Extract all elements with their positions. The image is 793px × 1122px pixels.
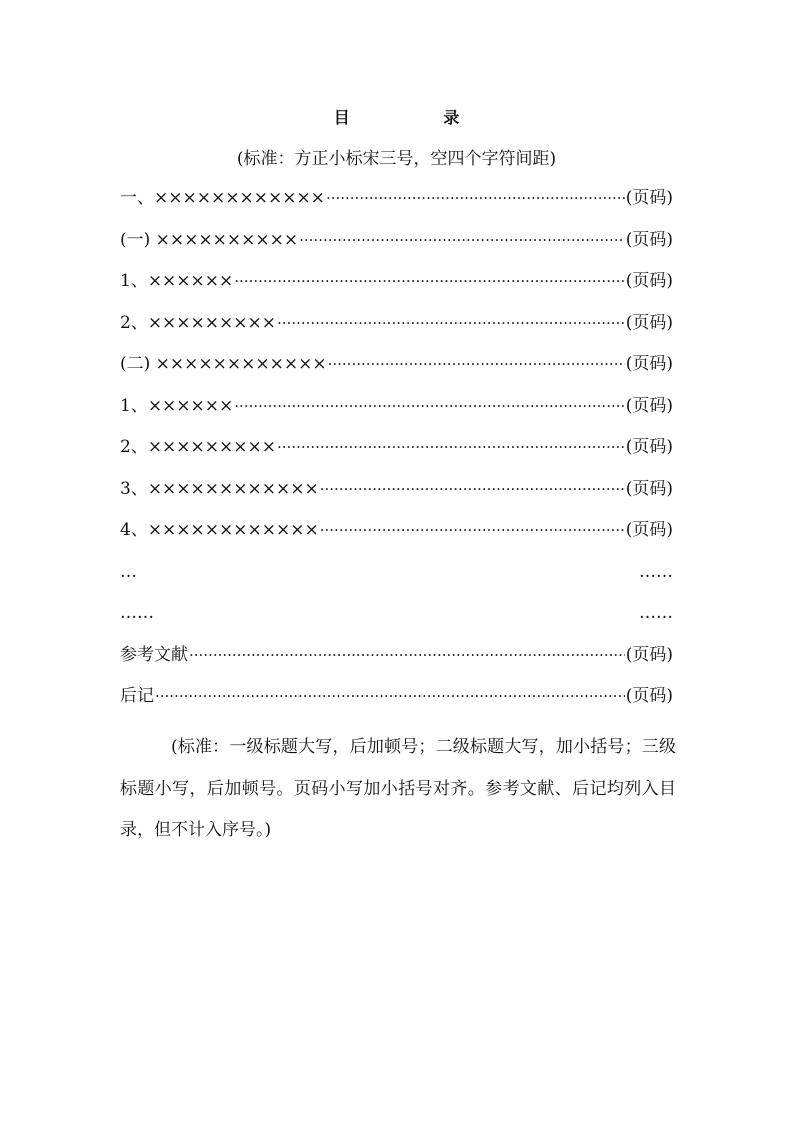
- toc-leader-dots: [189, 641, 625, 669]
- toc-entry-level1: [120, 184, 673, 226]
- toc-leader-dots: [155, 682, 625, 710]
- toc-entry-page: (页码): [625, 271, 673, 291]
- toc-entry-level2: [120, 226, 673, 268]
- toc-entry-label: 参考文献: [120, 644, 188, 665]
- toc-entry-level3: [120, 267, 673, 309]
- toc-entry-label: 后记: [120, 686, 154, 706]
- toc-entry-page: (页码): [625, 478, 673, 499]
- toc-entry-label: 3、××××××××××××: [120, 478, 319, 499]
- toc-ellipsis-row: [120, 599, 673, 641]
- toc-entry-page: (页码): [625, 354, 673, 374]
- toc-leader-dots: [328, 350, 625, 378]
- toc-leader-dots: [320, 516, 625, 544]
- toc-entry-page: (页码): [625, 395, 673, 416]
- toc-entry-page: (页码): [625, 229, 673, 250]
- toc-entry-page: ……: [639, 603, 673, 623]
- toc-entry-page: (页码): [625, 312, 673, 333]
- toc-leader-dots: [234, 392, 624, 420]
- toc-ellipsis-row: [120, 558, 673, 600]
- toc-entry-label: 4、××××××××××××: [120, 520, 319, 540]
- toc-entry-level2: [120, 350, 673, 392]
- toc-entry-level3: [120, 392, 673, 434]
- toc-entry-page: ……: [639, 561, 673, 582]
- toc-entry-label: ……: [120, 603, 154, 623]
- toc-leader-dots: [277, 433, 625, 461]
- toc-leader-dots: [320, 475, 625, 503]
- toc-leader-dots: [234, 267, 624, 295]
- toc-entry-label: 2、×××××××××: [120, 312, 277, 333]
- toc-entry-label: 1、××××××: [120, 271, 234, 291]
- toc-entry-level3: [120, 309, 673, 351]
- toc-entry-page: (页码): [625, 686, 673, 706]
- toc-entry-label: (一) ××××××××××: [120, 229, 299, 250]
- toc-entry-postscript: [120, 682, 673, 724]
- toc-entry-page: (页码): [625, 520, 673, 540]
- page-title: 目 录: [333, 108, 504, 127]
- toc-entry-page: (页码): [625, 188, 673, 208]
- formatting-note: (标准：一级标题大写，后加顿号；二级标题大写，加小括号；三级标题小写，后加顿号。页码小写加小括号对齐。参考文献、后记均列入目录，但不计入序号。): [120, 737, 676, 840]
- table-of-contents: [120, 184, 673, 724]
- toc-entry-level3: [120, 433, 673, 475]
- toc-leader-dots: [277, 309, 625, 337]
- toc-entry-level3: [120, 516, 673, 558]
- toc-leader-dots: [326, 184, 625, 212]
- toc-entry-label: (二) ××××××××××××: [120, 354, 327, 374]
- toc-entry-page: (页码): [625, 644, 673, 665]
- title-format-note: (标准：方正小标宋三号，空四个字符间距): [236, 149, 557, 169]
- toc-entry-label: 1、××××××: [120, 395, 234, 416]
- toc-entry-level3: [120, 475, 673, 517]
- toc-entry-label: 一、××××××××××××: [120, 188, 325, 208]
- toc-entry-label: 2、×××××××××: [120, 437, 277, 457]
- toc-leader-dots: [299, 226, 625, 254]
- toc-entry-references: [120, 641, 673, 683]
- toc-entry-label: …: [120, 561, 137, 582]
- toc-entry-page: (页码): [625, 437, 673, 457]
